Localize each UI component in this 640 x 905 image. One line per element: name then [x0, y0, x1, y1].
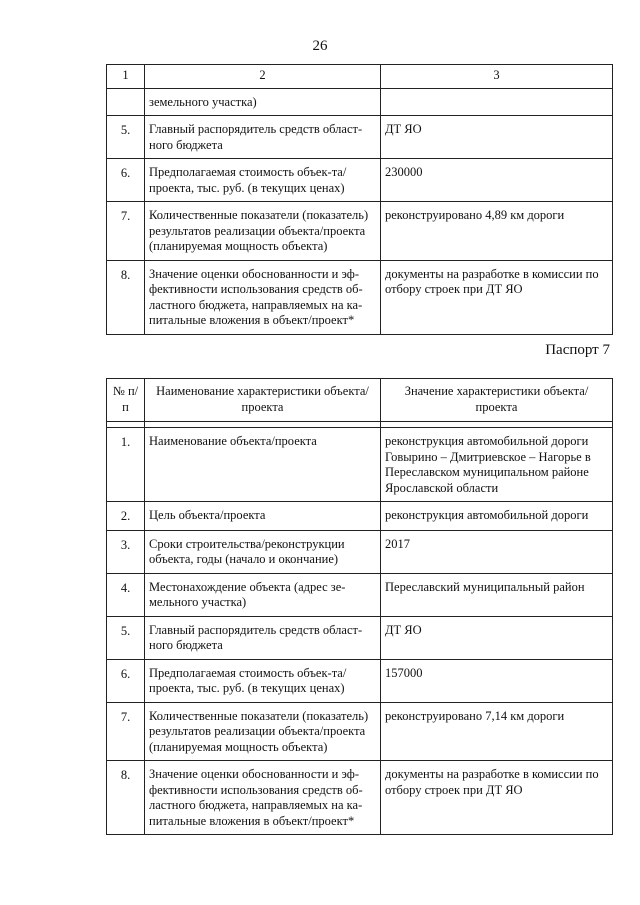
characteristic-value: 2017: [381, 530, 613, 573]
characteristic-value: [381, 88, 613, 116]
characteristic-value: 230000: [381, 159, 613, 202]
table-row: [107, 202, 613, 261]
row-number: 6.: [107, 159, 145, 202]
characteristic-value: документы на разработке в комиссии по отбору строек при ДТ ЯО: [381, 260, 613, 334]
row-number: 3.: [107, 530, 145, 573]
characteristic-name: Главный распорядитель средств област-ного бюджета: [145, 116, 381, 159]
table-row: [107, 116, 613, 159]
characteristic-value: 157000: [381, 659, 613, 702]
characteristic-value: реконструкция автомобильной дороги: [381, 502, 613, 531]
row-number: 5.: [107, 616, 145, 659]
characteristic-name: Значение оценки обоснованности и эф-фективности использования средств об-ластного бюджета, направляемых на ка-питальные вложения в объект/проект*: [145, 260, 381, 334]
characteristic-value: реконструкция автомобильной дороги Говырино – Дмитриевское – Нагорье в Переславском муниципальном районе Ярославской области: [381, 428, 613, 502]
row-number: 2.: [107, 502, 145, 531]
table-row: [107, 573, 613, 616]
characteristic-value: ДТ ЯО: [381, 116, 613, 159]
row-number: 1.: [107, 428, 145, 502]
header-number: № п/п: [107, 379, 145, 422]
characteristic-name: Предполагаемая стоимость объек-та/проекта, тыс. руб. (в текущих ценах): [145, 159, 381, 202]
table-row: [107, 702, 613, 761]
passport-title: Паспорт 7: [545, 342, 610, 358]
row-number: 5.: [107, 116, 145, 159]
header-characteristic-value: Значение характеристики объекта/проекта: [381, 379, 613, 422]
row-number: 7.: [107, 702, 145, 761]
row-number: 6.: [107, 659, 145, 702]
characteristic-name: Сроки строительства/реконструкции объекта, годы (начало и окончание): [145, 530, 381, 573]
row-number: 4.: [107, 573, 145, 616]
characteristic-name: Наименование объекта/проекта: [145, 428, 381, 502]
characteristic-name: земельного участка): [145, 88, 381, 116]
passport-7-table: [106, 378, 613, 835]
page-number: 26: [312, 38, 328, 54]
characteristic-name: Главный распорядитель средств област-ного бюджета: [145, 616, 381, 659]
row-number: 8.: [107, 761, 145, 835]
table-row: [107, 159, 613, 202]
characteristic-name: Количественные показатели (показатель) результатов реализации объекта/проекта (планируемая мощность объекта): [145, 202, 381, 261]
table-row: [107, 761, 613, 835]
characteristic-name: Значение оценки обоснованности и эф-фективности использования средств об-ластного бюджета, направляемых на ка-питальные вложения в объект/проект*: [145, 761, 381, 835]
header-row: [107, 379, 613, 422]
row-number: [107, 88, 145, 116]
table-row: [107, 659, 613, 702]
table-row: [107, 260, 613, 334]
characteristic-value: реконструировано 7,14 км дороги: [381, 702, 613, 761]
table-row: [107, 530, 613, 573]
column-number: 2: [145, 65, 381, 89]
characteristic-value: документы на разработке в комиссии по отбору строек при ДТ ЯО: [381, 761, 613, 835]
passport-6-continuation-table: [106, 64, 613, 335]
row-number: 7.: [107, 202, 145, 261]
column-number: 3: [381, 65, 613, 89]
row-number: 8.: [107, 260, 145, 334]
characteristic-value: реконструировано 4,89 км дороги: [381, 202, 613, 261]
characteristic-name: Цель объекта/проекта: [145, 502, 381, 531]
table-row: [107, 428, 613, 502]
table-row: [107, 502, 613, 531]
table-row: [107, 616, 613, 659]
column-number: 1: [107, 65, 145, 89]
characteristic-value: Переславский муниципальный район: [381, 573, 613, 616]
characteristic-name: Предполагаемая стоимость объек-та/проекта, тыс. руб. (в текущих ценах): [145, 659, 381, 702]
header-characteristic-name: Наименование характеристики объекта/проекта: [145, 379, 381, 422]
characteristic-value: ДТ ЯО: [381, 616, 613, 659]
table-row: [107, 88, 613, 116]
characteristic-name: Местонахождение объекта (адрес зе-мельного участка): [145, 573, 381, 616]
characteristic-name: Количественные показатели (показатель) результатов реализации объекта/проекта (планируемая мощность объекта): [145, 702, 381, 761]
column-number-row: [107, 65, 613, 89]
